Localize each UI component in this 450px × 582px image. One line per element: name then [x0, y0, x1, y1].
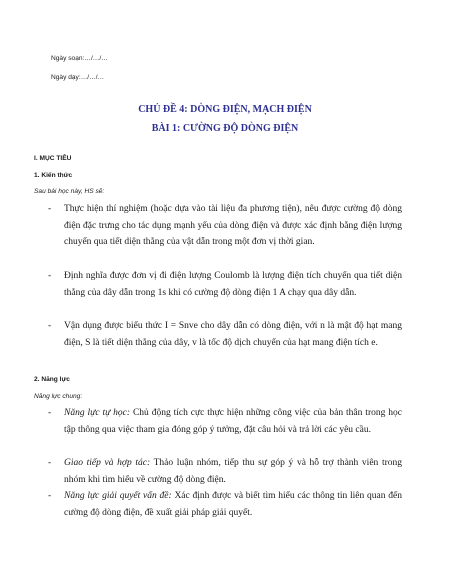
lesson-title: BÀI 1: CƯỜNG ĐỘ DÒNG ĐIỆN	[151, 123, 299, 134]
competence-label: Năng lực tự học:	[64, 408, 131, 418]
competence-item-1: - Năng lực tự học: Chủ động tích cực thực hiện những công việc của bản thân trong học tập thông qua việc tham gia đóng góp ý tưởng, đặt câu hỏi và trả lời các yêu cầu.	[64, 405, 402, 438]
dash-marker: -	[48, 271, 52, 281]
competence-label: Giao tiếp và hợp tác:	[64, 458, 151, 468]
dash-marker: -	[48, 458, 52, 468]
dash-marker: -	[48, 204, 52, 214]
knowledge-item-2: - Định nghĩa được đơn vị đi điện lượng Coulomb là lượng điện tích chuyển qua tiết diện thẳng của dây dẫn trong 1s khi có cường độ dòng điện 1 A chạy qua dây dẫn.	[64, 268, 402, 301]
competence-intro: Năng lực chung:	[34, 393, 83, 400]
subheading-knowledge: 1. Kiến thức	[34, 172, 73, 179]
date-prepared: Ngày soạn:…/…/…	[51, 55, 108, 62]
knowledge-item-1: - Thực hiện thí nghiệm (hoặc dựa vào tài liệu đa phương tiện), nêu được cường độ dòng điện đặc trưng cho tác dụng mạnh yếu của dòng điện và được xác định bằng điện lượng chuyển qua tiết diện thẳng của vật dẫn trong một đơn vị thời gian.	[64, 201, 402, 251]
knowledge-intro: Sau bài học này, HS sẽ:	[34, 188, 105, 195]
competence-item-2: - Giao tiếp và hợp tác: Thảo luận nhóm, tiếp thu sự góp ý và hỗ trợ thành viên trong nhóm khi tìm hiểu về cường độ dòng điện.	[64, 455, 402, 488]
competence-item-3: - Năng lực giải quyết vấn đề: Xác định được và biết tìm hiểu các thông tin liên quan đến cường độ dòng điện, đề xuất giải pháp giải quyết.	[64, 488, 402, 521]
competence-label: Năng lực giải quyết vấn đề:	[64, 491, 172, 501]
topic-title: CHỦ ĐỀ 4: DÒNG ĐIỆN, MẠCH ĐIỆN	[138, 104, 312, 115]
date-taught: Ngày dạy:…/…/…	[51, 74, 105, 81]
dash-marker: -	[48, 321, 52, 331]
section-heading-objectives: I. MỤC TIÊU	[34, 155, 72, 162]
dash-marker: -	[48, 491, 52, 501]
dash-marker: -	[48, 408, 52, 418]
subheading-competence: 2. Năng lực	[34, 376, 70, 383]
knowledge-item-3: - Vận dụng được biểu thức I = Snve cho dây dẫn có dòng điện, với n là mật độ hạt mang điện, S là tiết diện thẳng của dây, v là tốc độ dịch chuyển của hạt mang điện tích e.	[64, 318, 402, 351]
